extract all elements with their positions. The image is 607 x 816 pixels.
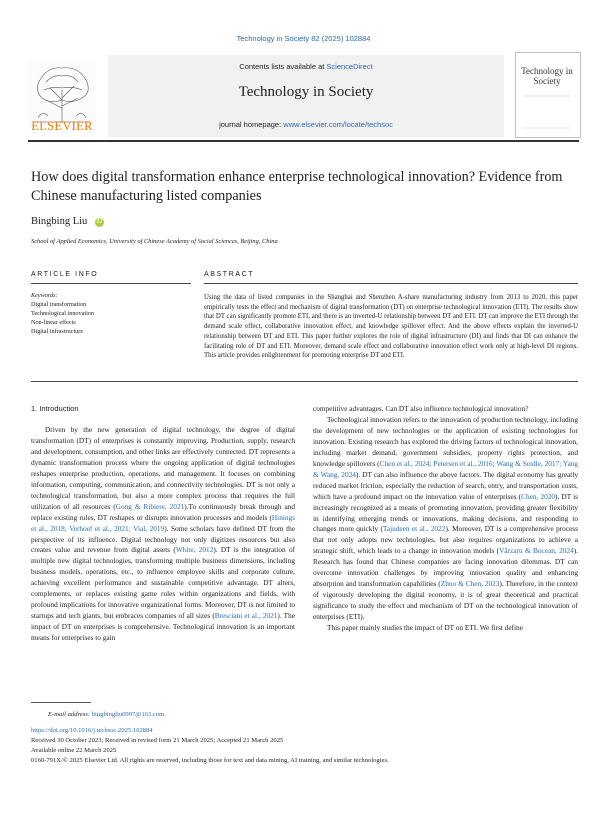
body-right-column — [313, 404, 578, 634]
text-run: Driven by the new generation of digital technology, the degree of digital transformation (DT) of enterprises is constantly improving. Production, supply, research and development, consumption, and other links are effectively connected. DT represents a dynamic transformation process where the ongoing application of digital technologies reshapes enterprise production, operations, and management. It focuses on combining information, computing, communication, and connectivity technologies. DT is not only a technological transformation, but also a more complex process that requires the full utilization of all resources ( — [31, 425, 295, 511]
header-rule — [28, 140, 579, 142]
keywords-label: Keywords: — [31, 292, 58, 299]
email-label: E-mail address: — [48, 711, 91, 718]
text-run: ).To continuously break through and replace existing rules, DT reshapes or disrupts innovation processes and models ( — [31, 501, 295, 522]
text-run: ). The impact of DT on enterprises is comprehensive. Technological innovation is an important means for enterprises to gain — [31, 611, 295, 643]
text-run: ). Research has found that Chinese companies are facing innovation dilemmas. DT can overcome innovation challenges by improving innovation quality and enhancing absorption and transformation capabilities ( — [313, 546, 578, 589]
available-online-date: Available online 22 March 2025 — [31, 747, 117, 754]
citation-link[interactable]: Vărzaru & Bocean, 2024 — [499, 546, 574, 556]
citation-link[interactable]: Bresciani et al., 2021 — [214, 611, 278, 621]
author-name[interactable]: Bingbing Liu — [31, 216, 88, 227]
cover-decoration — [520, 92, 574, 132]
citation-link[interactable]: Gong & Ribiere, 2021 — [115, 501, 185, 511]
abstract-bottom-rule — [31, 381, 578, 382]
article-info-rule — [31, 283, 191, 284]
text-run: ). DT is the integration of multiple new digital technologies, transforming multiple business dimensions, including business models, operations, etc., to influence employee skills and corporate culture, achieving excellent performance and sustainable competitive advantage. DT alters, complements, or replaces existing game rules within organizations and fields, with profound implications for innovative organizational forms. Moreover, DT is not limited to startups and tech giants, but embraces companies of all sizes ( — [31, 545, 295, 621]
sciencedirect-link[interactable]: ScienceDirect — [326, 62, 373, 71]
text-run: ). Some scholars have defined DT from the perspective of its influence. Digital technology not only digitizes resources but also creates value and revenue from digital assets ( — [31, 523, 295, 555]
abstract-heading: ABSTRACT — [204, 271, 255, 278]
body-paragraph: competitive advantages. Can DT also influence technological innovation? — [313, 404, 529, 413]
body-paragraph: This paper mainly studies the impact of DT on ETI. We first define — [327, 623, 523, 633]
body-paragraph — [313, 415, 578, 623]
keyword-item: Digital infrastructure — [31, 328, 84, 335]
publisher-name: ELSEVIER — [31, 119, 93, 133]
citation-link[interactable]: Chen, 2020 — [521, 491, 556, 501]
citation-link[interactable]: Hinings et al., 2018; Verhoef et al., 2021; Vial, 2019 — [31, 512, 295, 533]
section-heading-introduction: 1. Introduction — [31, 404, 79, 413]
text-run: ). DT is increasingly recognized as a means of promoting innovation, providing greater flexibility in identifying emerging trends or innovations, making decisions, and responding to changes more quickly ( — [313, 491, 578, 534]
article-title: How does digital transformation enhance enterprise technological innovation? Evidence from Chinese manufacturing listed companies — [31, 169, 563, 204]
text-run: ). Moreover, DT is a comprehensive process that not only adopts new technologies, but also requires organizations to achieve a strategic shift, which leads to a change in innovation models ( — [313, 524, 578, 556]
journal-reference[interactable]: Technology in Society 82 (2025) 102884 — [236, 34, 371, 43]
citation-link[interactable]: White, 2012 — [175, 545, 214, 555]
keyword-item: Non-linear effects — [31, 319, 76, 326]
contents-line — [108, 62, 504, 71]
text-run: ). Therefore, in the context of vigorously developing the digital economy, it is of great theoretical and practical significance to study the effect and mechanism of DT on the technological innovation of enterprises (ETI). — [313, 579, 579, 622]
author-email-line — [48, 711, 166, 718]
keyword-item: Technological innovation — [31, 310, 94, 317]
email-end: . — [164, 711, 166, 718]
body-paragraph — [31, 425, 295, 644]
doi-link[interactable]: https://doi.org/10.1016/j.techsoc.2025.102884 — [31, 727, 153, 734]
abstract-rule — [204, 283, 578, 284]
cover-title: Technology in Society — [521, 66, 573, 86]
homepage-link[interactable]: www.elsevier.com/locate/techsoc — [283, 120, 393, 129]
email-link[interactable]: bingbingliu0907@163.com — [91, 711, 165, 718]
journal-title: Technology in Society — [238, 84, 374, 100]
citation-link[interactable]: Tajudeen et al., 2022 — [382, 524, 446, 534]
keyword-item: Digital transformation — [31, 301, 87, 308]
article-info-heading: ARTICLE INFO — [31, 271, 99, 278]
author-affiliation: School of Applied Economics, University of Chinese Academy of Social Sciences, Beijing, China — [31, 238, 278, 245]
copyright-notice: 0160-791X/© 2025 Elsevier Ltd. All rights are reserved, including those for text and data mining, AI training, and similar technologies. — [31, 757, 389, 764]
abstract-text: Using the data of listed companies in the Shanghai and Shenzhen A-share manufacturing industry from 2013 to 2020, this paper empirically tests the effect and mechanism of digital transformation (DT) on enterprise technological innovation (ETI). The results show that DT can significantly promote ETI, and there is an inverted-U relationship between DT and ETI. DT can improve the ETI through the demand scale effect, collaborative innovation effect, and knowledge spillover effect. And the above effects explain the inverted-U relationship between DT and ETI. This paper further explores the role of digital infrastructure (DI) and finds that DI can enhance the facilitating role of DT and ETI. Moreover, demand scale effect and collaborative innovation effect work only at high-level DI regions. This article provides enlightenment for promoting enterprise DT and ETI. — [204, 294, 578, 360]
text-run: Technological innovation refers to the innovation of production technology, including the development of new technologies or the application of existing technologies for innovation. Existing research has explored the driving factors of technological innovation, including market demand, government subsidies, property rights protection, and knowledge spillovers ( — [313, 414, 578, 468]
contents-prefix: Contents lists available at — [239, 62, 327, 71]
orcid-icon[interactable]: iD — [96, 219, 103, 225]
body-left-column — [31, 425, 295, 644]
footnote-rule — [31, 702, 91, 703]
text-run: ). DT can also influence the above factors. The digital economy has greatly reduced market friction, especially the reduction of search, entry, and transportation costs, which have a profound impact on the innovation value of enterprises ( — [313, 469, 578, 501]
homepage-prefix: journal homepage: — [219, 120, 284, 129]
received-dates: Received 30 October 2023; Received in revised form 21 March 2025; Accepted 21 March 2025 — [31, 737, 284, 744]
journal-homepage — [108, 120, 504, 129]
citation-link[interactable]: Chen et al., 2024; Petersen et al., 2016; Wang & Seidle, 2017; Yang & Wang, 2024 — [313, 458, 578, 479]
citation-link[interactable]: Zhuo & Chen, 2023 — [440, 579, 500, 589]
